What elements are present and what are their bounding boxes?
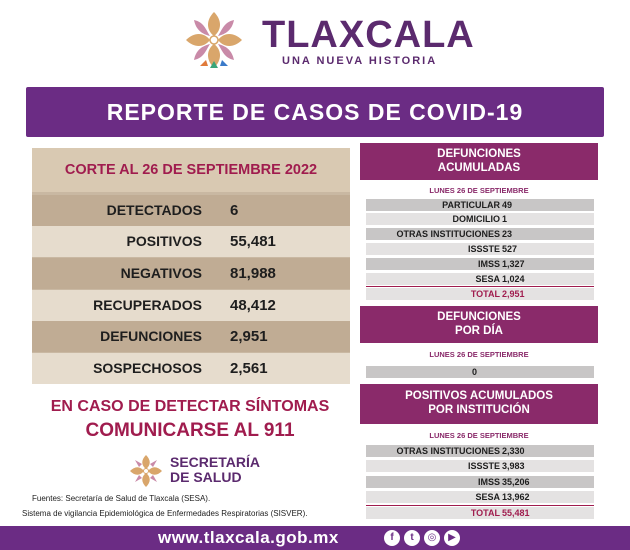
positivos-total-divider — [366, 505, 594, 506]
defunciones-dia-date: LUNES 26 DE SEPTIEMBRE — [429, 350, 529, 359]
salud-line-1: SECRETARÍA — [170, 454, 260, 470]
row-value: 2,951 — [502, 289, 525, 299]
source-line-2: Sistema de vigilancia Epidemiológica de Enfermedades Respiratorias (SISVER). — [22, 509, 308, 518]
defunciones-row-imss — [366, 258, 594, 270]
brand-title: TLAXCALA — [262, 14, 475, 56]
defunciones-dia-value: 0 — [472, 367, 478, 377]
tlaxcala-flower-logo — [178, 8, 250, 72]
row-value: 13,962 — [502, 492, 530, 502]
row-label: OTRAS INSTITUCIONES — [396, 446, 500, 456]
salud-line-2: DE SALUD — [170, 469, 242, 485]
row-value: 55,481 — [502, 508, 530, 518]
stat-value: 55,481 — [230, 233, 276, 250]
defunciones-row-sesa — [366, 273, 594, 285]
positivos-institucion-date: LUNES 26 DE SEPTIEMBRE — [429, 431, 529, 440]
row-value: 2,330 — [502, 446, 525, 456]
salud-title — [170, 455, 260, 485]
row-label: ISSSTE — [467, 461, 500, 471]
defunciones-row-total — [366, 288, 594, 300]
positivos-row-issste — [366, 460, 594, 472]
positivos-institucion-title — [360, 389, 598, 417]
row-label: PARTICULAR — [442, 200, 500, 210]
summary-row-positivos — [32, 226, 350, 257]
stat-label: DEFUNCIONES — [100, 328, 202, 344]
stat-label: SOSPECHOSOS — [93, 360, 202, 376]
defunciones-acumuladas-title — [360, 147, 598, 175]
row-label: SESA — [475, 492, 500, 502]
stat-label: RECUPERADOS — [93, 297, 202, 313]
youtube-icon[interactable]: ▶ — [444, 530, 460, 546]
row-label: TOTAL — [470, 289, 500, 299]
positivos-institucion-title-line-1: POSITIVOS ACUMULADOS — [405, 390, 553, 402]
row-value: 49 — [502, 200, 513, 210]
defunciones-dia-title — [360, 310, 598, 338]
report-title: REPORTE DE CASOS DE COVID-19 — [106, 99, 524, 125]
row-label: OTRAS INSTITUCIONES — [396, 229, 500, 239]
row-label: ISSSTE — [467, 244, 500, 254]
stat-value: 2,561 — [230, 360, 268, 377]
row-label: TOTAL — [470, 508, 500, 518]
positivos-row-otras — [366, 445, 594, 457]
cta-line-1: EN CASO DE DETECTAR SÍNTOMAS — [50, 398, 330, 415]
row-label: IMSS — [477, 259, 500, 269]
summary-row-negativos — [32, 258, 350, 289]
defunciones-row-issste — [366, 243, 594, 255]
summary-row-defunciones — [32, 321, 350, 352]
positivos-row-imss — [366, 476, 594, 488]
row-value: 527 — [502, 244, 518, 254]
positivos-row-total — [366, 507, 594, 519]
defunciones-row-particular — [366, 199, 594, 211]
summary-row-sospechosos — [32, 353, 350, 384]
cta-line-2: COMUNICARSE AL 911 — [85, 420, 295, 441]
source-line-1: Fuentes: Secretaría de Salud de Tlaxcala (SESA). — [32, 494, 211, 503]
stat-value: 48,412 — [230, 297, 276, 314]
defunciones-dia-title-line-1: DEFUNCIONES — [437, 311, 521, 323]
stat-value: 6 — [230, 202, 239, 219]
twitter-icon[interactable]: t — [404, 530, 420, 546]
cutoff-label: CORTE AL 26 DE SEPTIEMBRE 2022 — [64, 162, 318, 178]
defunciones-row-otras — [366, 228, 594, 240]
brand-subtitle: UNA NUEVA HISTORIA — [282, 55, 438, 67]
stat-label: POSITIVOS — [126, 233, 202, 249]
row-value: 1,024 — [502, 274, 525, 284]
stat-value: 81,988 — [230, 265, 276, 282]
row-value: 35,206 — [502, 477, 530, 487]
defunciones-acumuladas-title-line-2: ACUMULADAS — [437, 162, 521, 174]
defunciones-total-divider — [366, 286, 594, 287]
stat-label: NEGATIVOS — [120, 265, 202, 281]
defunciones-acumuladas-date: LUNES 26 DE SEPTIEMBRE — [429, 186, 529, 195]
row-value: 1,327 — [502, 259, 525, 269]
row-label: DOMICILIO — [452, 214, 500, 224]
positivos-row-sesa — [366, 491, 594, 503]
instagram-icon[interactable]: ◎ — [424, 530, 440, 546]
website-link[interactable]: www.tlaxcala.gob.mx — [158, 528, 339, 547]
row-value: 3,983 — [502, 461, 525, 471]
summary-row-recuperados — [32, 290, 350, 321]
salud-flower-logo — [127, 453, 165, 489]
stat-label: DETECTADOS — [106, 202, 202, 218]
row-label: SESA — [475, 274, 500, 284]
stat-value: 2,951 — [230, 328, 268, 345]
defunciones-dia-title-line-2: POR DÍA — [455, 325, 503, 337]
positivos-institucion-title-line-2: POR INSTITUCIÓN — [428, 404, 530, 416]
summary-row-detectados — [32, 195, 350, 226]
row-value: 23 — [502, 229, 513, 239]
defunciones-dia-row — [366, 366, 594, 378]
facebook-icon[interactable]: f — [384, 530, 400, 546]
row-label: IMSS — [477, 477, 500, 487]
row-value: 1 — [502, 214, 508, 224]
defunciones-row-domicilio — [366, 213, 594, 225]
defunciones-acumuladas-title-line-1: DEFUNCIONES — [437, 148, 521, 160]
